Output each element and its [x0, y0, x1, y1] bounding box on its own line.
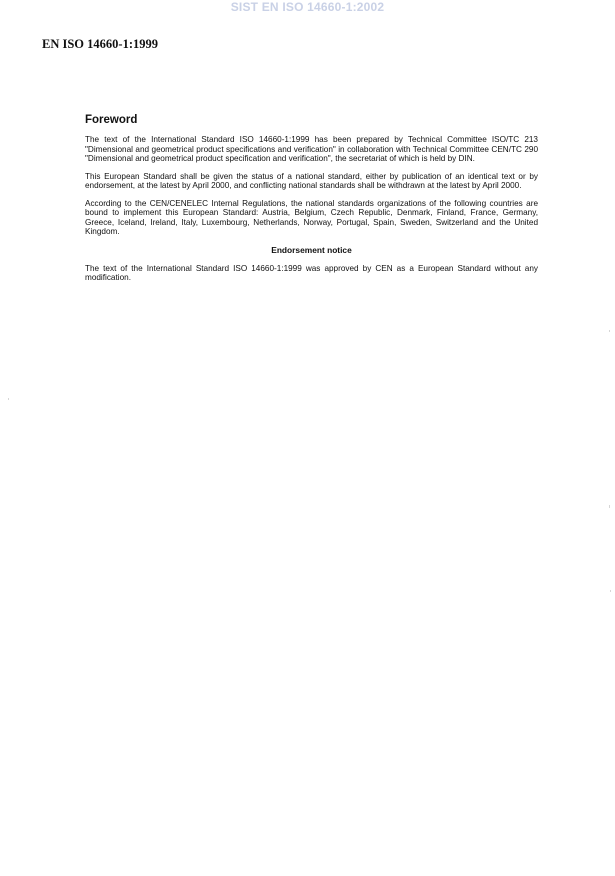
foreword-paragraph-1: The text of the International Standard ISO 14660-1:1999 has been prepared by Technical Committee ISO/TC 213 "Dimensional and geometrical product specifications and verification" in collaboration with Technical Committee CEN/TC 290 "Dimensional and geometrical product specification and verification", the secretariat of which is held by DIN.	[85, 135, 538, 163]
watermark-text: SIST EN ISO 14660-1:2002	[230, 0, 385, 14]
scan-edge-mark	[8, 398, 9, 400]
foreword-paragraph-2: This European Standard shall be given the status of a national standard, either by publication of an identical text or by endorsement, at the latest by April 2000, and conflicting national standards shall be withdrawn at the latest by April 2000.	[85, 171, 538, 190]
scan-edge-mark	[609, 330, 610, 332]
page-body	[85, 114, 538, 291]
scan-edge-mark	[609, 505, 610, 508]
endorsement-paragraph: The text of the International Standard ISO 14660-1:1999 was approved by CEN as a European Standard without any modification.	[85, 263, 538, 282]
document-id: EN ISO 14660-1:1999	[42, 37, 158, 51]
foreword-heading: Foreword	[85, 114, 138, 126]
foreword-paragraph-3: According to the CEN/CENELEC Internal Regulations, the national standards organizations of the following countries are bound to implement this European Standard: Austria, Belgium, Czech Republic, Denmark, Finland, France, Germany, Greece, Iceland, Ireland, Italy, Luxembourg, Netherlands, Norway, Portugal, Spain, Sweden, Switzerland and the United Kingdom.	[85, 198, 538, 236]
endorsement-heading: Endorsement notice	[271, 244, 352, 255]
scan-edge-mark	[610, 590, 611, 592]
